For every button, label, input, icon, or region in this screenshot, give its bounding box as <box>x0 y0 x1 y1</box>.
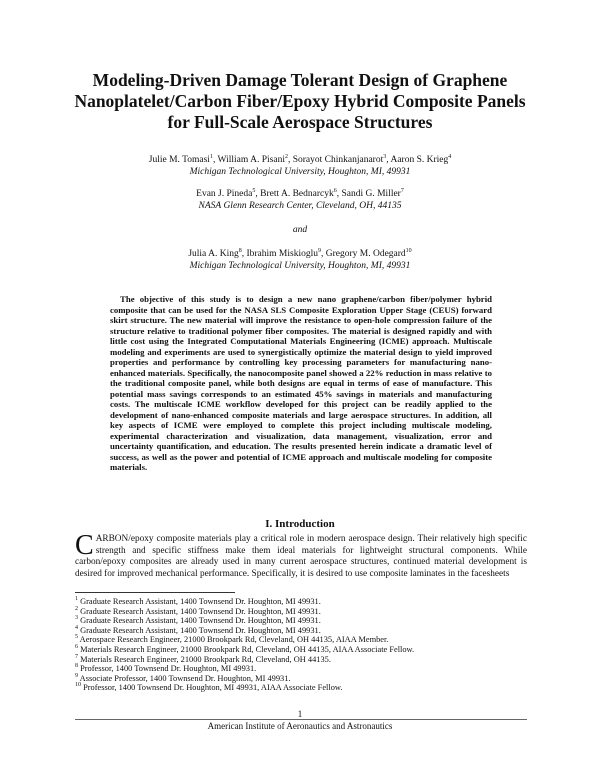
author-name: Brett A. Bednarcyk <box>260 189 334 199</box>
author-footnote-mark: 2 <box>284 154 288 160</box>
drop-cap: C <box>75 530 94 561</box>
author-name: Gregory M. Odegard <box>325 249 406 259</box>
footnote <box>75 655 535 665</box>
title-line: Modeling-Driven Damage Tolerant Design of Graphene <box>92 70 508 90</box>
affiliation: Michigan Technological University, Houghton, MI, 49931 <box>189 261 411 271</box>
paper-title <box>40 70 560 133</box>
intro-paragraph <box>75 530 527 580</box>
and-separator: and <box>292 225 308 235</box>
footnote-number: 7 <box>75 653 78 660</box>
footnote-number: 8 <box>75 663 78 670</box>
footnote-text: Aerospace Research Engineer, 21000 Brookpark Rd, Cleveland, OH 44135, AIAA Member. <box>79 635 389 645</box>
author-footnote-mark: 10 <box>405 248 412 254</box>
intro-text: ARBON/epoxy composite materials play a critical role in modern aerospace design. Their relatively high specific strength and specific stiffness make them ideal materials for lightweight structural components. While carbon/epoxy composites are already used in many current aerospace structures, continued material development is desired for improved mechanical performance. Specifically, it is desired to use composite laminates in the facesheets <box>75 534 527 579</box>
author-footnote-mark: 7 <box>400 188 404 194</box>
footnote-text: Graduate Research Assistant, 1400 Townsend Dr. Houghton, MI 49931. <box>80 597 321 606</box>
author-name: Sorayot Chinkanjanarot <box>292 155 384 165</box>
author-footnote-mark: 4 <box>448 154 452 160</box>
footnote-text: Professor, 1400 Townsend Dr. Houghton, MI 49931. <box>80 664 257 674</box>
author-name: Sandi G. Miller <box>341 189 401 199</box>
author-footnote-mark: 3 <box>383 154 387 160</box>
page-footer: American Institute of Aeronautics and Astronautics <box>207 721 393 731</box>
footnote-number: 4 <box>75 624 78 631</box>
author-name: Aaron S. Krieg <box>390 155 449 165</box>
footnote-text: Graduate Research Assistant, 1400 Townsend Dr. Houghton, MI 49931. <box>80 616 321 626</box>
affiliation: NASA Glenn Research Center, Cleveland, OH, 44135 <box>198 201 402 211</box>
footer-rule <box>75 719 527 720</box>
footnote-number: 3 <box>75 615 78 622</box>
author-line: Julia A. King$^8$, Ibrahim Miskioglu$^9$, Gregory M. Odegard$^{10}$ <box>188 248 412 259</box>
author-footnote-mark: 5 <box>252 188 256 194</box>
footnote <box>75 597 535 607</box>
author-name: Julie M. Tomasi <box>148 155 210 165</box>
footnote <box>75 635 535 645</box>
footnote-number: 6 <box>75 643 78 650</box>
footnote <box>75 626 535 636</box>
title-line: Nanoplatelet/Carbon Fiber/Epoxy Hybrid Composite Panels <box>74 91 526 111</box>
author-name: Julia A. King <box>188 249 239 259</box>
footnote-text: Graduate Research Assistant, 1400 Townsend Dr. Houghton, MI 49931. <box>80 606 321 616</box>
footnote-number: 5 <box>75 634 78 641</box>
footnote-number: 2 <box>75 605 78 612</box>
footnote-text: Materials Research Engineer, 21000 Brookpark Rd, Cleveland, OH 44135, AIAA Associate Fellow. <box>80 644 415 654</box>
abstract: The objective of this study is to design a new nano graphene/carbon fiber/polymer hybrid composite that can be used for the NASA SLS Composite Exploration Upper Stage (CEUS) forward skirt structure. The new material will improve the resistance to open-hole compression failure of the structure relative to traditional polymer fiber composites. The material is designed rapidly and with little cost using the Integrated Computational Materials Engineering (ICME) approach. Multiscale modeling and experiments are used to synergistically optimize the material design to yield improved properties and performance by controlling key processing parameters for manufacturing nano-enhanced materials. Specifically, the nanocomposite panel showed a 22% reduction in mass relative to the traditional composite panel, while both designs are equal in terms of ease of manufacture. This potential mass savings corresponds to an estimated 45% savings in materials and manufacturing costs. The multiscale ICME workflow developed for this project can be readily applied to the development of nano-enhanced composite materials and large aerospace structures. In addition, all key aspects of ICME were employed to complete this project including multiscale modeling, experimental characterization and visualization, data management, visualization, error and uncertainty quantification, and education. The results presented herein indicate a dramatic level of success, as well as the power and potential of ICME approach and multiscale modeling for composite materials. <box>110 294 492 472</box>
footnote <box>75 616 535 626</box>
footnote <box>75 664 535 674</box>
footnote-text: Associate Professor, 1400 Townsend Dr. Houghton, MI 49931. <box>79 673 291 683</box>
author-name: Evan J. Pineda <box>196 189 253 199</box>
page-number: 1 <box>297 709 303 719</box>
author-name: Ibrahim Miskioglu <box>246 249 318 259</box>
footnote-number: 10 <box>75 682 81 689</box>
author-footnote-mark: 6 <box>333 188 337 194</box>
footnote-rule <box>75 592 235 593</box>
footnote <box>75 683 535 693</box>
footnote-text: Professor, 1400 Townsend Dr. Houghton, MI 49931, AIAA Associate Fellow. <box>83 683 343 693</box>
author-footnote-mark: 1 <box>209 154 213 160</box>
section-heading: I. Introduction <box>265 518 335 530</box>
footnote <box>75 674 535 684</box>
footnote-number: 1 <box>75 596 78 602</box>
title-line: for Full-Scale Aerospace Structures <box>167 112 433 132</box>
footnote-text: Materials Research Engineer, 21000 Brookpark Rd, Cleveland, OH 44135. <box>80 654 331 664</box>
affiliation: Michigan Technological University, Houghton, MI, 49931 <box>189 167 411 177</box>
footnote-number: 9 <box>75 672 78 679</box>
footnotes <box>75 597 535 693</box>
footnote <box>75 607 535 617</box>
author-footnote-mark: 8 <box>238 248 242 254</box>
footnote <box>75 645 535 655</box>
footnote-text: Graduate Research Assistant, 1400 Townsend Dr. Houghton, MI 49931. <box>80 625 321 635</box>
author-line: Evan J. Pineda$^5$, Brett A. Bednarcyk$^6$, Sandi G. Miller$^7$ <box>196 188 404 199</box>
author-name: William A. Pisani <box>217 155 285 165</box>
author-line: Julie M. Tomasi$^1$, William A. Pisani$^2$, Sorayot Chinkanjanarot$^3$, Aaron S. Krieg$^4$ <box>148 154 452 165</box>
author-footnote-mark: 9 <box>317 248 321 254</box>
